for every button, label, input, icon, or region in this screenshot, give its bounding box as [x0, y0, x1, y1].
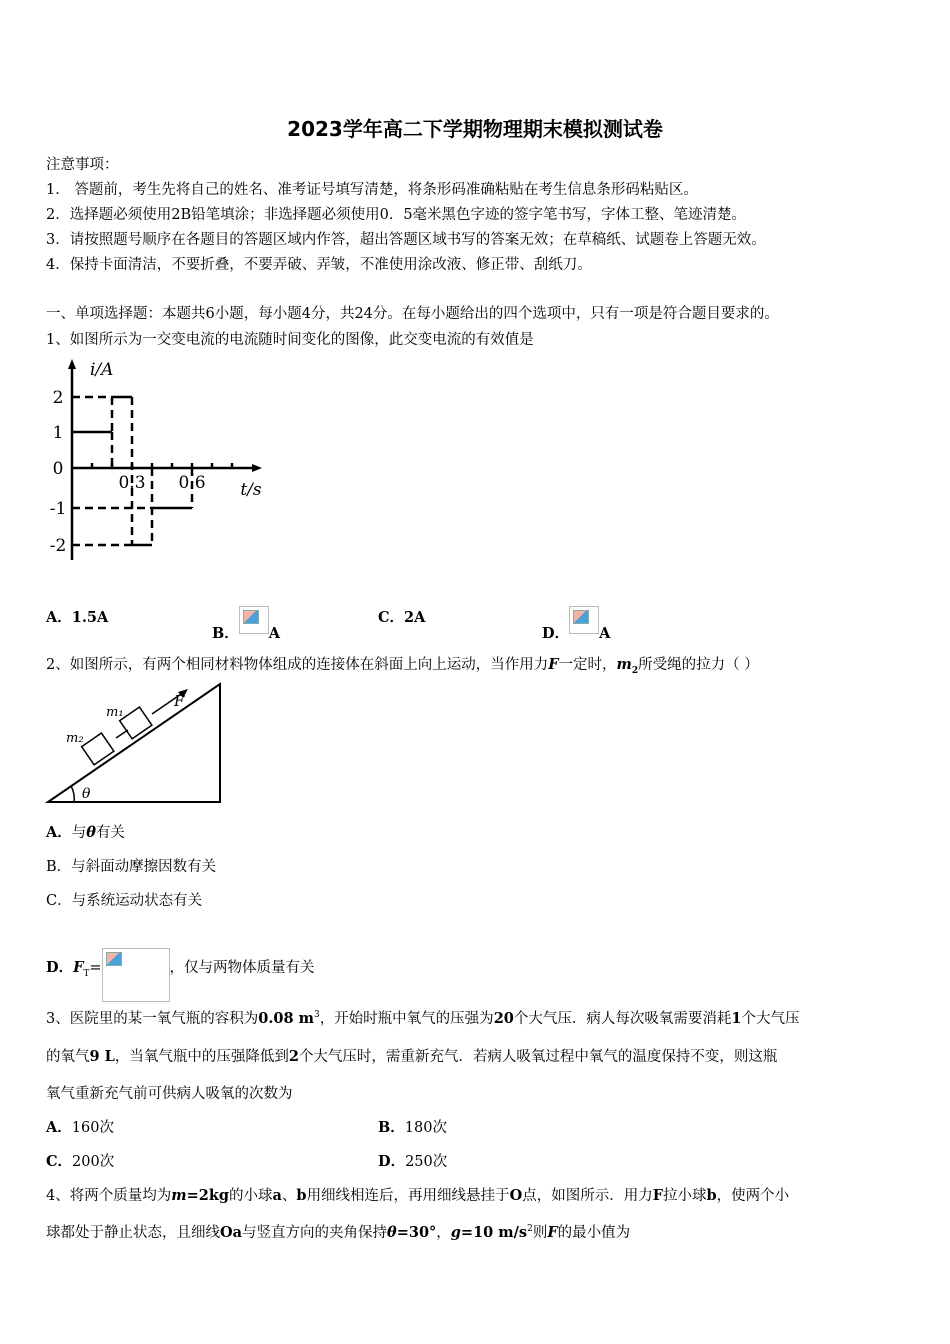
q2-option-c[interactable]: C．与系统运动状态有关 — [46, 893, 203, 909]
incline-figure — [44, 680, 226, 806]
y-tick-label: 0 — [52, 459, 64, 479]
broken-image-icon — [239, 606, 269, 634]
notice-item: 1． 答题前，考生先将自己的姓名、准考证号填写清楚，将条形码准确粘贴在考生信息条形码粘贴区。 — [46, 182, 698, 198]
question-2-stem: 2、如图所示，有两个相同材料物体组成的连接体在斜面上向上运动，当作用力F一定时，$m_2$所受绳的拉力（ ） — [46, 656, 759, 676]
x-axis-arrow — [252, 464, 262, 472]
broken-image-icon — [102, 948, 170, 1002]
f-label: F — [174, 692, 185, 710]
question-3-line: 3、医院里的某一氧气瓶的容积为0.08 $m^3$，开始时瓶中氧气的压强为20个大气压．病人每次吸氧需要消耗1个大气压 — [46, 1010, 800, 1027]
notice-heading: 注意事项： — [46, 157, 119, 173]
x-tick-label: 0.3 — [118, 473, 146, 493]
y-axis-arrow — [68, 359, 76, 369]
q3-option-a[interactable]: A．160次 — [46, 1119, 114, 1136]
question-3-line: 的氧气9 L，当氧气瓶中的压强降低到2个大气压时，需重新充气．若病人吸氧过程中氧气的温度保持不变，则这瓶 — [46, 1048, 778, 1065]
page-title: 2023学年高二下学期物理期末模拟测试卷 — [287, 117, 663, 141]
question-3-line: 氧气重新充气前可供病人吸氧的次数为 — [46, 1086, 293, 1102]
x-axis-label: t/s — [240, 480, 262, 500]
notice-item: 2．选择题必须使用2B铅笔填涂；非选择题必须使用0．5毫米黑色字迹的签字笔书写，字体工整、笔迹清楚。 — [46, 207, 747, 223]
question-1-stem: 1、如图所示为一交变电流的电流随时间变化的图像，此交变电流的有效值是 — [46, 332, 534, 348]
question-4-line: 球都处于静止状态，且细线Oa与竖直方向的夹角保持θ=30°，g=10 $m/s^2$则F的最小值为 — [46, 1224, 631, 1241]
question-4-line: 4、将两个质量均为m=2kg的小球a、b用细线相连后，再用细线悬挂于O点，如图所示．用力F拉小球b，使两个小 — [46, 1187, 790, 1204]
x-tick-label: 0.6 — [178, 473, 206, 493]
q1-option-c[interactable]: C．2A — [378, 609, 426, 626]
current-time-graph — [44, 355, 274, 565]
q2-option-a[interactable]: A．与θ有关 — [46, 824, 125, 841]
m2-label: m₂ — [66, 731, 84, 746]
notice-item: 4．保持卡面清洁，不要折叠，不要弄破、弄皱，不准使用涂改液、修正带、刮纸刀。 — [46, 257, 592, 273]
y-tick-label: -2 — [49, 536, 67, 556]
q2-option-d[interactable]: D．$F_T=$ ，仅与两物体质量有关 — [46, 948, 315, 1002]
y-tick-label: 1 — [52, 423, 64, 443]
section-heading: 一、单项选择题：本题共6小题，每小题4分，共24分。在每小题给出的四个选项中，只有一项是符合题目要求的。 — [46, 306, 779, 322]
q3-option-d[interactable]: D．250次 — [378, 1153, 448, 1170]
y-tick-label: 2 — [52, 388, 64, 408]
theta-label: θ — [82, 786, 91, 802]
rope — [116, 730, 128, 738]
notice-item: 3．请按照题号顺序在各题目的答题区域内作答，超出答题区域书写的答案无效；在草稿纸、试题卷上答题无效。 — [46, 232, 766, 248]
m1-label: m₁ — [106, 705, 124, 720]
broken-image-icon — [569, 606, 599, 634]
q3-option-c[interactable]: C．200次 — [46, 1153, 115, 1170]
q2-option-b[interactable]: B．与斜面动摩擦因数有关 — [46, 859, 217, 875]
waveform — [72, 397, 192, 545]
q1-option-b[interactable]: B． A — [212, 606, 280, 643]
q3-option-b[interactable]: B．180次 — [378, 1119, 447, 1136]
y-axis-label: i/A — [90, 360, 114, 380]
y-tick-label: -1 — [49, 499, 67, 519]
angle-arc — [71, 786, 74, 802]
q1-option-a[interactable]: A．1.5A — [46, 609, 109, 626]
q1-option-d[interactable]: D． A — [542, 606, 610, 643]
